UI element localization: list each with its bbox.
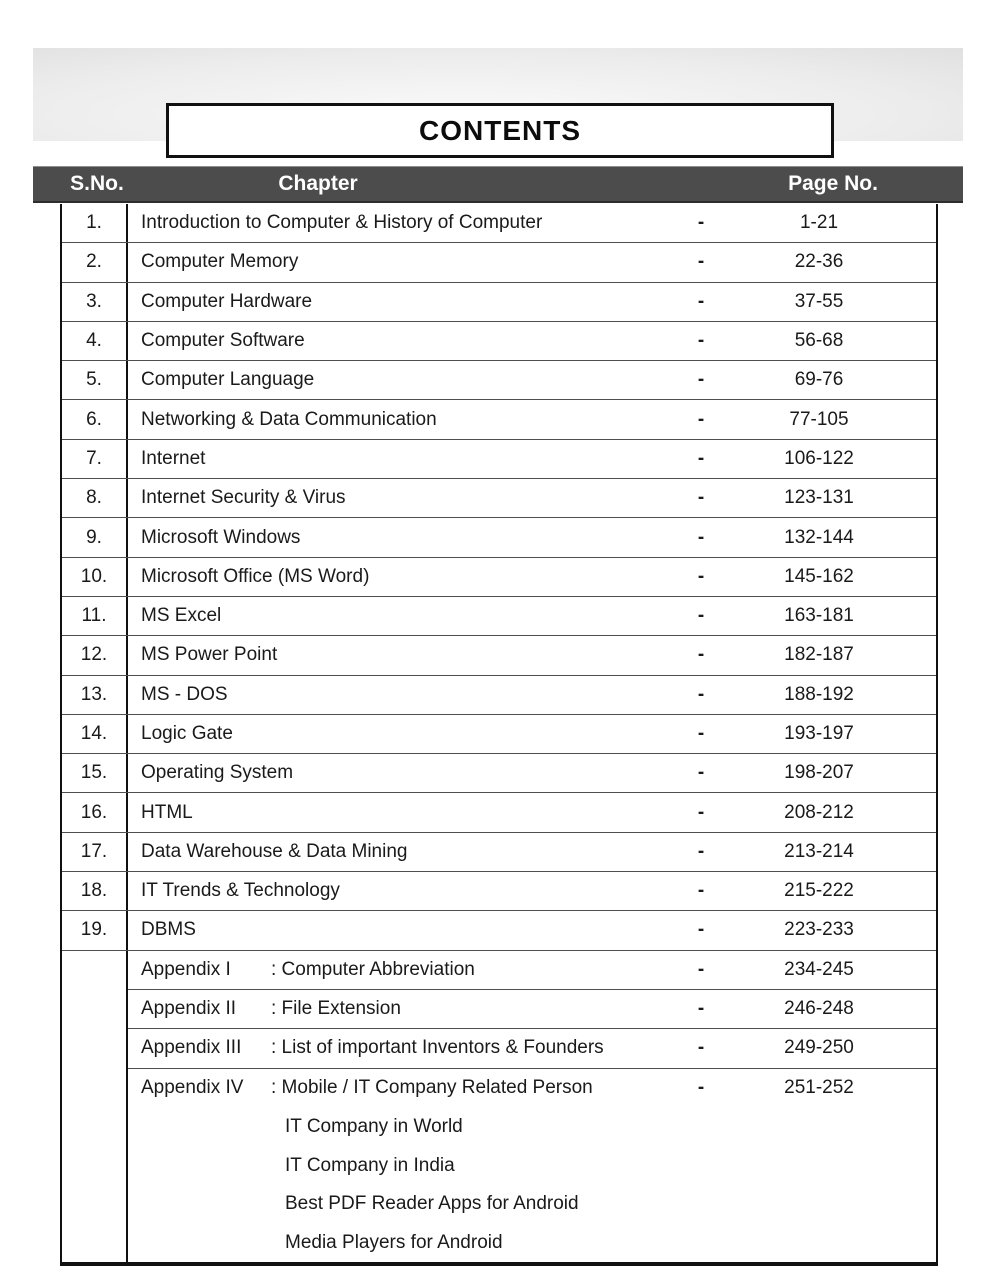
chapter-number: 17. (62, 833, 128, 871)
appendix-subject: : Mobile / IT Company Related Person (271, 1077, 593, 1099)
appendix-pages: 249-250 (784, 1037, 854, 1059)
chapter-title: Operating System (141, 762, 294, 784)
chapter-title: Microsoft Office (MS Word) (141, 565, 370, 587)
chapter-title: Internet Security & Virus (141, 487, 346, 509)
table-row (62, 243, 936, 282)
dash-separator: - (697, 565, 705, 587)
chapter-pages: 182-187 (784, 644, 854, 666)
chapter-number: 1. (62, 204, 128, 242)
table-row (62, 479, 936, 518)
appendix-sub-items (128, 1108, 936, 1262)
appendix-right-area (128, 951, 936, 1263)
chapter-number: 13. (62, 676, 128, 714)
chapter-pages: 213-214 (784, 840, 854, 862)
appendix-pages: 251-252 (784, 1077, 854, 1099)
appendix-sub-item (128, 1108, 936, 1147)
table-row (62, 872, 936, 911)
appendix-name: Appendix III (141, 1037, 242, 1059)
table-row (62, 322, 936, 361)
contents-table (60, 204, 938, 1266)
dash-separator: - (697, 1037, 705, 1059)
chapter-pages: 208-212 (784, 801, 854, 823)
chapter-title: Microsoft Windows (141, 526, 301, 548)
dash-separator: - (697, 644, 705, 666)
chapter-number: 7. (62, 440, 128, 478)
chapter-pages: 223-233 (784, 919, 854, 941)
dash-separator: - (697, 330, 705, 352)
chapter-rows (62, 204, 936, 951)
chapter-title: Logic Gate (141, 723, 233, 744)
dash-separator: - (697, 290, 705, 312)
appendix-row (128, 1029, 936, 1068)
appendix-pages: 246-248 (784, 998, 854, 1020)
dash-separator: - (697, 762, 705, 784)
chapter-pages: 56-68 (794, 330, 844, 352)
chapter-title: MS Power Point (141, 644, 278, 666)
chapter-pages: 163-181 (784, 605, 854, 627)
appendix-rows (128, 951, 936, 1108)
appendix-row (128, 990, 936, 1029)
header-chapter: Chapter (278, 172, 358, 195)
table-row (62, 676, 936, 715)
dash-separator: - (697, 683, 705, 705)
chapter-number: 16. (62, 793, 128, 831)
appendix-title-cell (128, 959, 683, 981)
chapter-pages: 106-122 (784, 447, 854, 469)
contents-title-box (166, 103, 834, 158)
appendix-name: Appendix IV (141, 1077, 244, 1099)
chapter-pages: 37-55 (794, 290, 844, 312)
table-row (62, 518, 936, 557)
appendix-pages: 234-245 (784, 958, 854, 980)
chapter-title: Internet (141, 447, 206, 469)
chapter-title: Computer Software (141, 330, 305, 352)
header-sno: S.No. (70, 172, 124, 195)
dash-separator: - (697, 212, 705, 234)
chapter-title: DBMS (141, 919, 196, 941)
appendix-subject: : Computer Abbreviation (271, 958, 475, 980)
table-row (62, 597, 936, 636)
dash-separator: - (697, 526, 705, 548)
table-row (62, 361, 936, 400)
table-row (62, 440, 936, 479)
chapter-title: Computer Hardware (141, 290, 313, 312)
appendix-name: Appendix II (141, 998, 237, 1020)
dash-separator: - (697, 447, 705, 469)
table-row (62, 400, 936, 439)
table-row (62, 754, 936, 793)
chapter-title: Data Warehouse & Data Mining (141, 840, 408, 862)
appendix-title-cell (128, 1077, 683, 1099)
chapter-title: MS - DOS (141, 683, 228, 705)
chapter-number: 12. (62, 636, 128, 674)
appendix-sub-item (128, 1146, 936, 1185)
chapter-pages: 1-21 (799, 212, 839, 234)
chapter-title: Introduction to Computer & History of Computer (141, 212, 543, 234)
dash-separator: - (697, 919, 705, 941)
chapter-pages: 77-105 (789, 408, 849, 430)
chapter-number: 9. (62, 518, 128, 556)
chapter-number: 6. (62, 400, 128, 438)
dash-separator: - (697, 369, 705, 391)
appendix-subject: : List of important Inventors & Founders (271, 1037, 604, 1059)
header-page-no: Page No. (788, 172, 878, 195)
chapter-title: IT Trends & Technology (141, 880, 340, 902)
chapter-number: 10. (62, 558, 128, 596)
dash-separator: - (697, 605, 705, 627)
table-row (62, 204, 936, 243)
table-row (62, 636, 936, 675)
table-row (62, 911, 936, 950)
dash-separator: - (697, 723, 705, 744)
chapter-pages: 188-192 (784, 683, 854, 705)
chapter-number: 18. (62, 872, 128, 910)
chapter-number: 2. (62, 243, 128, 281)
table-row (62, 833, 936, 872)
chapter-number: 19. (62, 911, 128, 949)
chapter-title: Networking & Data Communication (141, 408, 437, 430)
chapter-number: 5. (62, 361, 128, 399)
dash-separator: - (697, 1077, 705, 1099)
chapter-number: 11. (62, 597, 128, 635)
appendix-row (128, 1069, 936, 1108)
appendix-sub-item-label: Media Players for Android (285, 1231, 503, 1253)
table-row (62, 793, 936, 832)
chapter-pages: 198-207 (784, 762, 854, 784)
appendix-empty-sno-cell (62, 951, 128, 1263)
appendix-subject: : File Extension (271, 998, 401, 1020)
table-row (62, 715, 936, 754)
appendix-sub-item-label: Best PDF Reader Apps for Android (285, 1193, 579, 1215)
table-row (62, 283, 936, 322)
chapter-pages: 69-76 (794, 369, 844, 391)
appendix-row (128, 951, 936, 990)
chapter-pages: 22-36 (794, 251, 844, 273)
appendix-sub-item (128, 1224, 936, 1263)
appendix-sub-item-label: IT Company in India (285, 1154, 455, 1176)
appendix-title-cell (128, 1037, 683, 1059)
dash-separator: - (697, 251, 705, 273)
table-header-bar (33, 166, 963, 203)
chapter-number: 15. (62, 754, 128, 792)
dash-separator: - (697, 958, 705, 980)
dash-separator: - (697, 998, 705, 1020)
chapter-pages: 215-222 (784, 880, 854, 902)
chapter-pages: 123-131 (784, 487, 854, 509)
chapter-number: 14. (62, 715, 128, 753)
chapter-pages: 193-197 (784, 723, 854, 744)
chapter-number: 3. (62, 283, 128, 321)
chapter-number: 8. (62, 479, 128, 517)
chapter-title: HTML (141, 801, 193, 823)
page-title: CONTENTS (419, 114, 581, 146)
appendix-sub-item (128, 1185, 936, 1224)
dash-separator: - (697, 840, 705, 862)
dash-separator: - (697, 487, 705, 509)
appendix-section (62, 951, 936, 1263)
appendix-sub-item-label: IT Company in World (285, 1116, 463, 1138)
chapter-number: 4. (62, 322, 128, 360)
chapter-pages: 145-162 (784, 565, 854, 587)
dash-separator: - (697, 801, 705, 823)
appendix-name: Appendix I (141, 958, 231, 980)
dash-separator: - (697, 408, 705, 430)
chapter-title: Computer Language (141, 369, 315, 391)
dash-separator: - (697, 880, 705, 902)
chapter-title: Computer Memory (141, 251, 299, 273)
chapter-title: MS Excel (141, 605, 222, 627)
appendix-title-cell (128, 998, 683, 1020)
chapter-pages: 132-144 (784, 526, 854, 548)
table-row (62, 558, 936, 597)
